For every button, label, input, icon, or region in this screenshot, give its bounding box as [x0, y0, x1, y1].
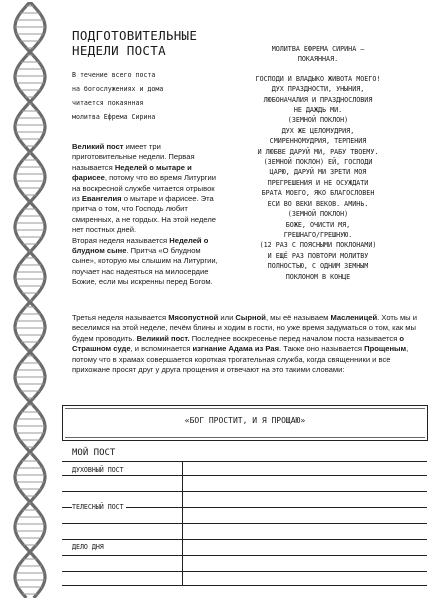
- intro-line: на богослужениях и дома: [72, 85, 164, 93]
- text-run: , потому что в храмах совершается короткая трогательная служба, когда священники и все прихожане просят друг у друга прощения и отвечают на это такими словами:: [72, 344, 409, 375]
- bold-term: Прощеным: [364, 344, 407, 354]
- prayer-line: ДУХ ЖЕ ЦЕЛОМУДРИЯ,: [281, 126, 355, 135]
- prayer-line: ПРЕГРЕШЕНИЯ И НЕ ОСУЖДАТИ: [267, 178, 369, 187]
- text-run: или: [218, 313, 236, 322]
- prayer-line: БОЖЕ, ОЧИСТИ МЯ,: [285, 220, 351, 229]
- quote-box: [62, 405, 428, 441]
- intro-line: читается покаянная: [72, 99, 144, 107]
- quote-text: «БОГ ПРОСТИТ, И Я ПРОЩАЮ»: [184, 416, 306, 425]
- text-run: . Притча «О блудном сыне», которую мы слышим на Литургии, поучает нас надеяться на милосердие Божие, если мы искренны перед Богом.: [72, 246, 218, 287]
- prayer-line: (ЗЕМНОЙ ПОКЛОН) ЕЙ, ГОСПОДИ: [263, 158, 373, 167]
- dna-helix-decoration: [4, 2, 56, 598]
- prayer-line: ПОКЛОНОМ В КОНЦЕ: [285, 272, 351, 281]
- form-top-line: [62, 461, 427, 462]
- prayer-block: [212, 44, 424, 282]
- writing-line[interactable]: [62, 539, 427, 540]
- title-line-1: ПОДГОТОВИТЕЛЬНЫЕ: [72, 28, 198, 43]
- text-run: , и вспоминается: [130, 344, 193, 354]
- prayer-line: СМИРЕННОМУДРИЯ, ТЕРПЕНИЯ: [269, 137, 367, 146]
- form-label-bodily: ТЕЛЕСНЫЙ ПОСТ: [72, 503, 124, 511]
- bold-term: Масленицей: [330, 313, 378, 322]
- bold-term: о Страшном суде: [72, 333, 405, 354]
- text-run: , потому что во время Литургии на воскресной службе читается отрывок из: [72, 173, 216, 204]
- prayer-line: ЦАРЮ, ДАРУЙ МИ ЗРЕТИ МОЯ: [269, 168, 367, 177]
- prayer-line: ПОЛНОСТЬЮ, С ОДНИМ ЗЕМНЫМ: [267, 262, 369, 271]
- text-run: имеет три приготовительные недели. Первая называется: [72, 142, 195, 172]
- text-run: Вторая неделя называется: [72, 235, 170, 245]
- writing-line[interactable]: [62, 585, 427, 586]
- bold-term: Сырной: [235, 313, 266, 322]
- writing-line[interactable]: [62, 571, 427, 572]
- text-run: о мытаре и фарисее. Эта притча о том, что Господь любит смиренных, а не гордых. На этой неделе нет постных дней.: [72, 194, 217, 235]
- prayer-line: БРАТА МОЕГО, ЯКО БЛАГОСЛОВЕН: [261, 189, 375, 198]
- prayer-line: ДУХ ПРАЗДНОСТИ, УНЫНИЯ,: [271, 85, 365, 94]
- writing-line[interactable]: [62, 491, 427, 492]
- writing-line[interactable]: [62, 523, 427, 524]
- bold-term: Неделей о блудном сыне: [72, 235, 209, 256]
- title-line-2: НЕДЕЛИ ПОСТА: [72, 43, 166, 58]
- bold-term: Великий пост.: [136, 333, 190, 343]
- prayer-line: И ЕЩЁ РАЗ ПОВТОРИ МОЛИТВУ: [267, 251, 369, 260]
- intro-line: В течение всего поста: [72, 71, 156, 79]
- prayer-line: НЕ ДАЖДЬ МИ.: [293, 106, 343, 115]
- prayer-line: ЛЮБОНАЧАЛИЯ И ПРАЗДНОСЛОВИЯ: [263, 95, 373, 104]
- page-title: [72, 28, 222, 58]
- writing-line[interactable]: [62, 555, 427, 556]
- intro-text: [72, 68, 222, 124]
- text-run: , мы её называем: [265, 313, 331, 322]
- prayer-line: ГОСПОДИ И ВЛАДЫКО ЖИВОТА МОЕГО!: [255, 74, 381, 83]
- bold-term: Великий пост: [72, 142, 124, 151]
- prayer-text: [212, 74, 424, 282]
- bold-term: Евангелия: [81, 194, 122, 204]
- bold-term: Мясопустной: [168, 313, 219, 322]
- form-label-deed: ДЕЛО ДНЯ: [72, 543, 104, 551]
- prayer-title: [212, 44, 424, 65]
- prayer-line: (12 РАЗ С ПОЯСНЫМИ ПОКЛОНАМИ): [259, 241, 377, 250]
- body-text-top: [72, 142, 222, 288]
- writing-line[interactable]: [62, 475, 427, 476]
- text-run: Последнее воскресенье перед началом поста называется: [189, 333, 400, 343]
- quote-box-rule: [65, 437, 425, 438]
- prayer-line: (ЗЕМНОЙ ПОКЛОН): [287, 116, 349, 125]
- prayer-title-line: МОЛИТВА ЕФРЕМА СИРИНА –: [271, 45, 365, 53]
- text-run: . Также оно называется: [279, 344, 365, 354]
- prayer-line: ГРЕШНАГО/ГРЕШНУЮ.: [283, 230, 353, 239]
- body-text-wide: [72, 313, 424, 375]
- prayer-line: И ЛЮБВЕ ДАРУЙ МИ, РАБУ ТВОЕМУ.: [257, 147, 379, 156]
- text-run: . Хоть мы и веселимся на этой неделе, печём блины и ходим в гости, но уже время задуматься о том, как мы будем проводить.: [72, 313, 417, 343]
- prayer-title-line: ПОКАЯННАЯ.: [297, 55, 339, 64]
- form-label-spiritual: ДУХОВНЫЙ ПОСТ: [72, 466, 124, 474]
- text-run: Третья неделя называется: [72, 313, 169, 322]
- prayer-line: (ЗЕМНОЙ ПОКЛОН): [287, 210, 349, 219]
- bold-term: изгнание Адама из Рая: [192, 344, 280, 354]
- intro-line: молитва Ефрема Сирина: [72, 113, 156, 121]
- prayer-line: ЕСИ ВО ВЕКИ ВЕКОВ. АМИНЬ.: [267, 199, 369, 208]
- form-heading: МОЙ ПОСТ: [72, 448, 116, 458]
- bold-term: Неделей о мытаре и фарисее: [72, 162, 192, 183]
- quote-box-rule: [65, 408, 425, 409]
